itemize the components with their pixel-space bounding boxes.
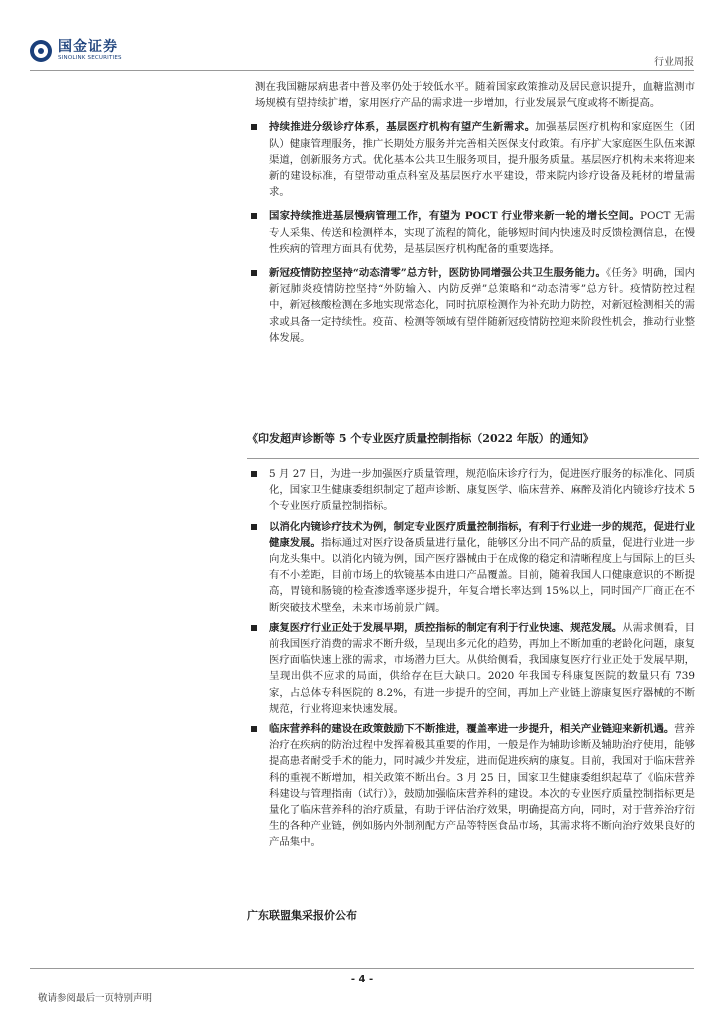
bullet-square-icon [251, 471, 257, 477]
bullet-item [255, 519, 695, 616]
bullet-item [255, 466, 695, 515]
logo-name-en: SINOLINK SECURITIES [58, 55, 122, 62]
body-part-2 [255, 458, 695, 851]
bullet-item [255, 265, 695, 346]
bullet-square-icon [251, 213, 257, 219]
company-logo [30, 40, 122, 62]
header-divider [30, 70, 694, 71]
bullet-lead: 持续推进分级诊疗体系，基层医疗机构有望产生新需求。 [269, 121, 536, 134]
bullet-text: POCT 无需专人采集、传送和检测样本，实现了流程的简化，能够短时间内快速及时反馈检测信息，在慢性疾病的管理方面具有优势，是基层医疗机构配备的重要选择。 [269, 210, 696, 255]
page-header [0, 0, 724, 80]
bullet-lead: 临床营养科的建设在政策鼓励下不断推进，覆盖率进一步提升，相关产业链迎来新机遇。 [269, 723, 675, 736]
logo-name-cn: 国金证券 [58, 39, 118, 56]
bullet-square-icon [251, 124, 257, 130]
bullet-square-icon [251, 524, 257, 530]
bullet-text: 指标通过对医疗设备质量进行量化，能够区分出不同产品的质量，促进行业进一步向龙头集中。以消化内镜为例，国产医疗器械由于在成像的稳定和清晰程度上与国际上的巨头有不小差距，目前市场上的软镜基本由进口产品覆盖。目前，随着我国人口健康意识的不断提高，胃镜和肠镜的检查渗透率逐步提升，年复合增长率达到 15%以上，同时国产厂商正在不断突破技术壁垒，未来市场前景广阔。 [269, 536, 696, 614]
intro-paragraph: 测在我国糖尿病患者中普及率仍处于较低水平。随着国家政策推动及居民意识提升，血糖监测市场规模有望持续扩增，家用医疗产品的需求进一步增加，行业发展景气度或将不断提高。 [255, 81, 695, 110]
logo-icon [30, 40, 52, 62]
section-title: 广东联盟集采报价公布 [247, 909, 357, 922]
bullet-text: 《任务》明确，国内新冠肺炎疫情防控坚持“外防输入、内防反弹”总策略和“动态清零”总方针。疫情防控过程中，新冠核酸检测在多地实现常态化，同时抗原检测作为补充助力防控，对新冠检测相关的需求或具备一定持续性。疫苗、检测等领域有望伴随新冠疫情防控迎来阶段性机会，推动行业整体发展。 [269, 267, 696, 344]
bullet-item [255, 721, 695, 851]
bullet-text: 加强基层医疗机构和家庭医生（团队）健康管理服务，推广长期处方服务并完善相关医保支付政策。有序扩大家庭医生队伍来源渠道，创新服务方式。优化基本公共卫生服务项目，提升服务质量。基层医疗机构未来将迎来新的建设标准，有望带动重点科室及基层医疗水平建设，带来院内诊疗设备及耗材的增量需求。 [269, 121, 696, 199]
page-number: - 4 - [350, 974, 374, 985]
bullet-item [255, 208, 695, 257]
bullet-text: 5 月 27 日，为进一步加强医疗质量管理，规范临床诊疗行为，促进医疗服务的标准化、同质化，国家卫生健康委组织制定了超声诊断、康复医学、临床营养、麻醉及消化内镜诊疗技术 5 个专业医疗质量控制指标。 [269, 468, 695, 513]
bullet-text: 从需求侧看，目前我国医疗消费的需求不断升级，呈现出多元化的趋势，再加上不断加重的老龄化问题，康复医疗面临快速上涨的需求，市场潜力巨大。从供给侧看，我国康复医疗行业正处于发展早期，呈现出供不应求的局面，供给存在巨大缺口。2020 年我国专科康复医院的数量只有 739 家，占总体专科医院的 8.2%，有进一步提升的空间，再加上产业链上游康复医疗器械的不断规范，行业将迎来快速发展。 [269, 621, 696, 715]
bullet-lead: 康复医疗行业正处于发展早期，质控指标的制定有利于行业快速、规范发展。 [269, 621, 623, 634]
doc-type-label: 行业周报 [654, 57, 694, 68]
bullet-lead: 国家持续推进基层慢病管理工作，有望为 POCT 行业带来新一轮的增长空间。 [269, 210, 640, 223]
section-title: 《印发超声诊断等 5 个专业医疗质量控制指标（2022 年版）的通知》 [247, 432, 594, 445]
bullet-lead: 以消化内镜诊疗技术为例，制定专业医疗质量控制指标，有利于行业进一步的规范，促进行业健康发展。 [269, 520, 696, 549]
bullet-square-icon [251, 270, 257, 276]
body-part-1 [255, 79, 695, 346]
disclaimer-note: 敬请参阅最后一页特别声明 [38, 993, 153, 1004]
footer-divider [30, 968, 694, 969]
bullet-item [255, 119, 695, 200]
bullet-item [255, 620, 695, 717]
bullet-text: 营养治疗在疾病的防治过程中发挥着极其重要的作用，一般是作为辅助诊断及辅助治疗使用，能够提高患者耐受手术的能力，同时减少并发症，进而促进疾病的康复。目前，我国对于临床营养科的重视不断增加，相关政策不断出台。3 月 25 日，国家卫生健康委组织起草了《临床营养科建设与管理指南（试行）》，鼓励加强临床营养科的建设。本次的专业医疗质量控制指标更是量化了临床营养科的治疗质量，有助于评估治疗效果，明确提高方向，同时，对于营养治疗衍生的各种产业链，例如肠内外制剂配方产品等特医食品市场，其需求将不断向治疗效果良好的产品集中。 [269, 723, 696, 849]
bullet-square-icon [251, 625, 257, 631]
bullet-lead: 新冠疫情防控坚持“动态清零”总方针，医防协同增强公共卫生服务能力。 [269, 267, 606, 280]
bullet-square-icon [251, 726, 257, 732]
